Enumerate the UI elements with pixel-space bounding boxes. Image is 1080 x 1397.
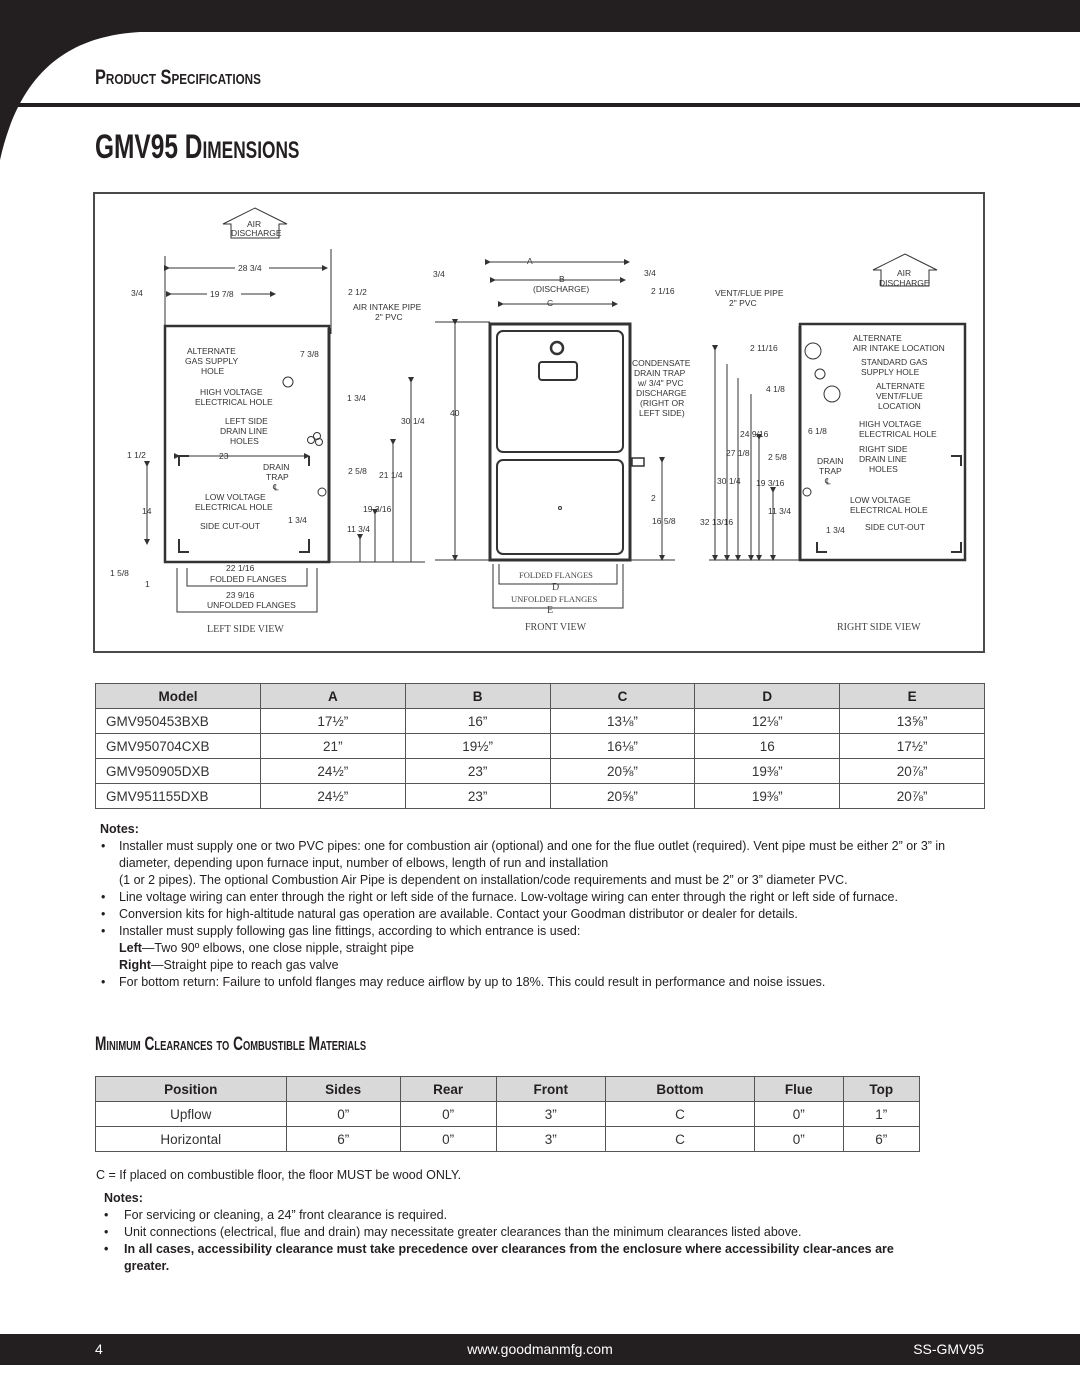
svg-text:ALTERNATE: ALTERNATE [853,333,902,343]
svg-text:FOLDED FLANGES: FOLDED FLANGES [210,574,287,584]
cell: 0” [286,1102,400,1127]
svg-text:℄: ℄ [273,482,279,492]
cell: 0” [400,1102,496,1127]
table-header-row [96,684,985,709]
model-cell: GMV951155DXB [96,784,261,809]
notes-title: Notes: [104,1191,143,1205]
col-c: C [550,684,695,709]
col-a: A [260,684,405,709]
svg-text:LOW VOLTAGE: LOW VOLTAGE [205,492,266,502]
cell: 20⅝” [550,784,695,809]
clearance-notes [96,1190,916,1275]
svg-text:HIGH VOLTAGE: HIGH VOLTAGE [859,419,922,429]
svg-text:1 5/8: 1 5/8 [110,568,129,578]
svg-text:1 3/4: 1 3/4 [826,525,845,535]
svg-text:HOLES: HOLES [869,464,898,474]
col-bottom: Bottom [606,1077,755,1102]
svg-text:HOLE: HOLE [201,366,225,376]
cell: 16⅛” [550,734,695,759]
svg-text:3/4: 3/4 [433,269,445,279]
svg-text:C: C [547,298,554,308]
right-side-view [700,254,965,633]
col-front: Front [496,1077,606,1102]
cell: 16” [405,709,550,734]
svg-text:LOCATION: LOCATION [878,401,921,411]
cell: 3” [496,1127,606,1152]
svg-text:w/ 3/4" PVC: w/ 3/4" PVC [638,378,684,388]
svg-text:19 3/16: 19 3/16 [756,478,785,488]
svg-text:DRAIN: DRAIN [263,462,290,472]
cell: 24½” [260,759,405,784]
table-row [96,734,985,759]
section-title: Product Specifications [95,66,261,89]
svg-text:ELECTRICAL HOLE: ELECTRICAL HOLE [195,397,273,407]
col-position: Position [96,1077,287,1102]
svg-text:℄: ℄ [825,476,831,486]
cell: 12⅛” [695,709,840,734]
svg-text:DRAIN: DRAIN [817,456,844,466]
cell: 13⅛” [550,709,695,734]
page-number: 4 [95,1341,103,1357]
svg-text:HIGH VOLTAGE: HIGH VOLTAGE [200,387,263,397]
header-rule [18,103,1080,107]
table-row [96,1102,920,1127]
note-item: • Conversion kits for high-altitude natural gas operation are available. Contact your Goodman distributor or dealer for details. [95,906,975,923]
svg-text:ELECTRICAL HOLE: ELECTRICAL HOLE [195,502,273,512]
cell: Horizontal [96,1127,287,1152]
col-flue: Flue [754,1077,843,1102]
note-item: • In all cases, accessibility clearance must take precedence over clearances from the enclosure where accessibility clear-ances are greater. [96,1241,916,1275]
svg-text:2 5/8: 2 5/8 [348,466,367,476]
page-title: GMV95 Dimensions [95,128,300,166]
col-rear: Rear [400,1077,496,1102]
cell: C [606,1102,755,1127]
note-item: • Installer must supply following gas line fittings, according to which entrance is used: [95,923,975,940]
svg-text:FRONT VIEW: FRONT VIEW [525,622,587,633]
cell: 3” [496,1102,606,1127]
cell: 20⅞” [840,784,985,809]
svg-text:VENT/FLUE PIPE: VENT/FLUE PIPE [715,288,784,298]
svg-text:1: 1 [145,579,150,589]
svg-text:32 13/16: 32 13/16 [700,517,734,527]
svg-text:23 9/16: 23 9/16 [226,590,255,600]
note-item: • For servicing or cleaning, a 24” front clearance is required. [96,1207,916,1224]
svg-text:SUPPLY HOLE: SUPPLY HOLE [861,367,920,377]
note-item: • Line voltage wiring can enter through the right or left side of the furnace. Low-voltage wiring can enter through the right or left side of furnace. [95,889,975,906]
svg-text:11 3/4: 11 3/4 [347,524,371,534]
table-row [96,1127,920,1152]
svg-text:1 3/4: 1 3/4 [347,393,366,403]
svg-text:SIDE CUT-OUT: SIDE CUT-OUT [865,522,925,532]
cell: 17½” [840,734,985,759]
svg-text:21 1/4: 21 1/4 [379,470,403,480]
svg-text:AIR: AIR [247,219,262,229]
svg-text:UNFOLDED FLANGES: UNFOLDED FLANGES [207,600,296,610]
dimensions-table [95,683,985,809]
c-footnote: C = If placed on combustible floor, the floor MUST be wood ONLY. [96,1168,462,1182]
cell: 23” [405,759,550,784]
svg-text:LEFT SIDE VIEW: LEFT SIDE VIEW [207,624,284,635]
svg-text:A: A [527,256,533,266]
svg-text:SIDE CUT-OUT: SIDE CUT-OUT [200,521,260,531]
dimension-notes [95,821,975,991]
cell: C [606,1127,755,1152]
svg-text:AIR: AIR [897,268,912,278]
cell: 13⅝” [840,709,985,734]
col-sides: Sides [286,1077,400,1102]
svg-text:DISCHARGE: DISCHARGE [879,278,930,288]
cell: 0” [754,1127,843,1152]
cell: 19⅜” [695,784,840,809]
svg-text:E: E [547,605,554,616]
svg-text:ALTERNATE: ALTERNATE [876,381,925,391]
document-id: SS-GMV95 [913,1341,984,1357]
svg-text:2 1/16: 2 1/16 [651,286,675,296]
svg-text:27 1/8: 27 1/8 [726,448,750,458]
table-header-row [96,1077,920,1102]
svg-text:28 3/4: 28 3/4 [238,263,262,273]
front-view [433,256,691,633]
cell: 20⅝” [550,759,695,784]
svg-text:TRAP: TRAP [819,466,842,476]
cell: 19½” [405,734,550,759]
model-cell: GMV950905DXB [96,759,261,784]
left-side-view [110,208,425,635]
svg-text:LEFT SIDE): LEFT SIDE) [639,408,685,418]
svg-text:30 1/4: 30 1/4 [401,416,425,426]
svg-text:23: 23 [219,451,229,461]
svg-text:ELECTRICAL HOLE: ELECTRICAL HOLE [850,505,928,515]
svg-text:1 3/4: 1 3/4 [288,515,307,525]
page-footer [0,1334,1080,1365]
clearances-heading: Minimum Clearances to Combustible Materials [95,1034,367,1055]
cell: 6” [843,1127,919,1152]
svg-text:LEFT SIDE: LEFT SIDE [225,416,268,426]
cell: 17½” [260,709,405,734]
svg-text:22 1/16: 22 1/16 [226,563,255,573]
svg-text:LOW VOLTAGE: LOW VOLTAGE [850,495,911,505]
svg-text:D: D [552,582,560,593]
svg-text:16 5/8: 16 5/8 [652,516,676,526]
model-cell: GMV950704CXB [96,734,261,759]
svg-text:UNFOLDED FLANGES: UNFOLDED FLANGES [511,594,598,604]
top-bar [0,0,1080,32]
note-item: • Installer must supply one or two PVC pipes: one for combustion air (optional) and one for the flue outlet (required). Vent pipe must be either 2” or 3” in diameter, depending upon furnace input, number of elbows, length of run and installation [95,838,975,872]
svg-text:1 1/2: 1 1/2 [127,450,146,460]
svg-text:(RIGHT OR: (RIGHT OR [640,398,685,408]
svg-text:14: 14 [142,506,152,516]
svg-text:2 11/16: 2 11/16 [750,343,778,353]
svg-text:19 3/16: 19 3/16 [363,504,392,514]
svg-text:DISCHARGE: DISCHARGE [231,228,282,238]
svg-text:2: 2 [651,493,656,503]
svg-text:2" PVC: 2" PVC [375,312,403,322]
dimensions-diagram [93,192,985,653]
svg-text:HOLES: HOLES [230,436,259,446]
model-cell: GMV950453BXB [96,709,261,734]
cell: 16 [695,734,840,759]
svg-text:2 5/8: 2 5/8 [768,452,787,462]
svg-text:40: 40 [450,408,460,418]
table-row [96,784,985,809]
cell: Upflow [96,1102,287,1127]
cell: 0” [400,1127,496,1152]
table-row [96,759,985,784]
clearances-table [95,1076,920,1152]
note-item: • For bottom return: Failure to unfold flanges may reduce airflow by up to 18%. This could result in performance and noise issues. [95,974,975,991]
svg-text:FOLDED FLANGES: FOLDED FLANGES [519,570,593,580]
notes-title: Notes: [100,822,139,836]
cell: 21” [260,734,405,759]
note-right-fitting: Right—Straight pipe to reach gas valve [119,958,339,972]
col-e: E [840,684,985,709]
cell: 24½” [260,784,405,809]
svg-text:7 3/8: 7 3/8 [300,349,319,359]
cell: 0” [754,1102,843,1127]
svg-text:30 1/4: 30 1/4 [717,476,741,486]
svg-text:RIGHT SIDE: RIGHT SIDE [859,444,908,454]
svg-text:STANDARD GAS: STANDARD GAS [861,357,928,367]
cell: 1” [843,1102,919,1127]
svg-text:11 3/4: 11 3/4 [768,506,792,516]
svg-text:3/4: 3/4 [131,288,143,298]
col-d: D [695,684,840,709]
note-continuation: (1 or 2 pipes). The optional Combustion Air Pipe is dependent on installation/code requirements and must be 2” or 3” diameter PVC. [119,873,848,887]
svg-text:4 1/8: 4 1/8 [766,384,785,394]
table-row [96,709,985,734]
svg-text:TRAP: TRAP [266,472,289,482]
svg-text:CONDENSATE: CONDENSATE [632,358,691,368]
svg-text:24 9/16: 24 9/16 [740,429,769,439]
svg-text:AIR INTAKE LOCATION: AIR INTAKE LOCATION [853,343,945,353]
website-link[interactable]: www.goodmanmfg.com [467,1341,613,1357]
svg-text:B: B [559,274,565,284]
svg-text:ALTERNATE: ALTERNATE [187,346,236,356]
svg-text:DISCHARGE: DISCHARGE [636,388,687,398]
col-b: B [405,684,550,709]
cell: 6” [286,1127,400,1152]
svg-text:VENT/FLUE: VENT/FLUE [876,391,923,401]
cell: 19⅜” [695,759,840,784]
svg-text:DRAIN LINE: DRAIN LINE [220,426,268,436]
svg-text:DRAIN LINE: DRAIN LINE [859,454,907,464]
svg-text:ELECTRICAL HOLE: ELECTRICAL HOLE [859,429,937,439]
svg-text:AIR INTAKE PIPE: AIR INTAKE PIPE [353,302,422,312]
svg-text:2 1/2: 2 1/2 [348,287,367,297]
svg-text:6 1/8: 6 1/8 [808,426,827,436]
svg-text:GAS SUPPLY: GAS SUPPLY [185,356,239,366]
svg-text:2" PVC: 2" PVC [729,298,757,308]
col-top: Top [843,1077,919,1102]
svg-text:DRAIN TRAP: DRAIN TRAP [634,368,686,378]
svg-text:(DISCHARGE): (DISCHARGE) [533,284,590,294]
cell: 23” [405,784,550,809]
cell: 20⅞” [840,759,985,784]
col-model: Model [96,684,261,709]
note-item: • Unit connections (electrical, flue and drain) may necessitate greater clearances than the minimum clearances listed above. [96,1224,916,1241]
note-left-fitting: Left—Two 90º elbows, one close nipple, straight pipe [119,941,415,955]
svg-text:RIGHT SIDE VIEW: RIGHT SIDE VIEW [837,622,921,633]
svg-text:3/4: 3/4 [644,268,656,278]
svg-text:19 7/8: 19 7/8 [210,289,234,299]
